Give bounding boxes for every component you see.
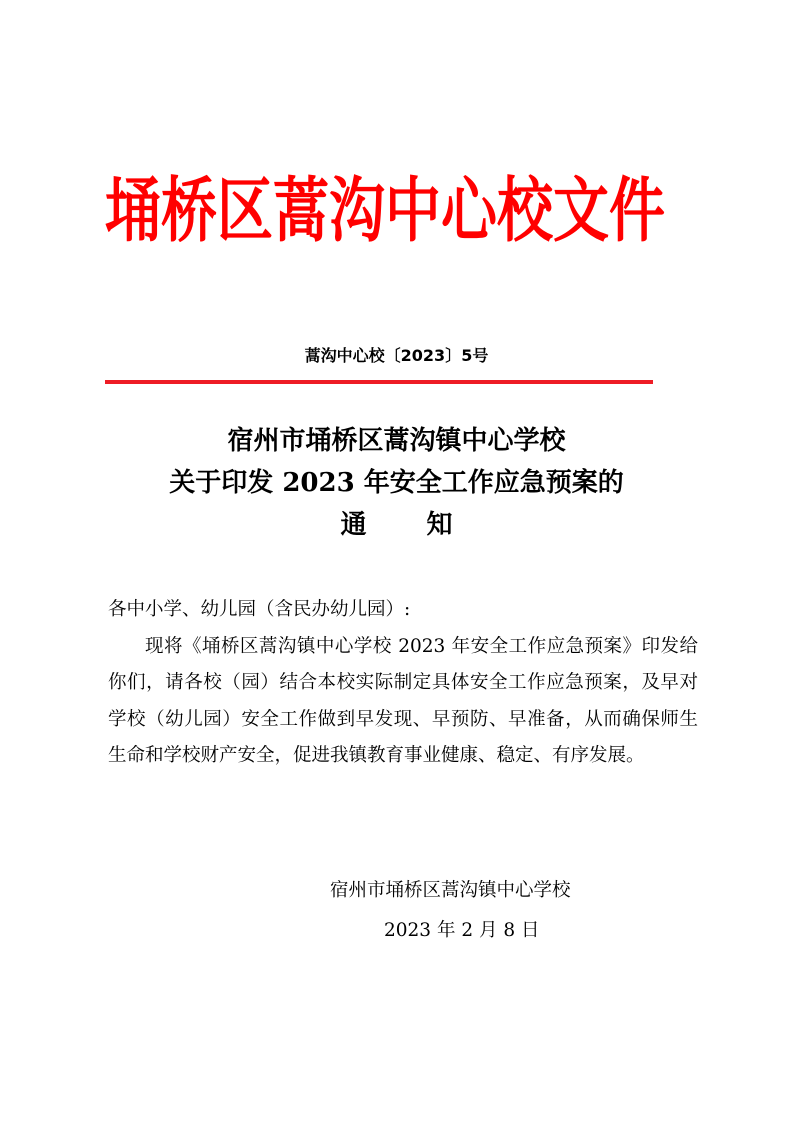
- notice-body: [108, 592, 698, 775]
- signature-organization: 宿州市埇桥区蒿沟镇中心学校: [330, 880, 571, 901]
- body-paragraph: 现将《埇桥区蒿沟镇中心学校 2023 年安全工作应急预案》印发给你们，请各校（园）结合本校实际制定具体安全工作应急预案，及早对学校（幼儿园）安全工作做到早发现、早预防、早准备，从而确保师生生命和学校财产安全，促进我镇教育事业健康、稳定、有序发展。: [108, 635, 698, 766]
- masthead-title: 埇桥区蒿沟中心校文件: [105, 170, 665, 252]
- notice-title-line-3: 通知: [340, 510, 513, 540]
- red-divider-line: [105, 380, 653, 384]
- notice-title-line-2: 关于印发 2023 年安全工作应急预案的: [169, 468, 624, 498]
- salutation: 各中小学、幼儿园（含民办幼儿园）:: [108, 599, 411, 620]
- document-number: 蒿沟中心校〔2023〕5号: [304, 346, 489, 365]
- notice-title-line-1: 宿州市埇桥区蒿沟镇中心学校: [227, 426, 566, 456]
- notice-title: [0, 420, 793, 546]
- signature-date: 2023 年 2 月 8 日: [384, 920, 540, 941]
